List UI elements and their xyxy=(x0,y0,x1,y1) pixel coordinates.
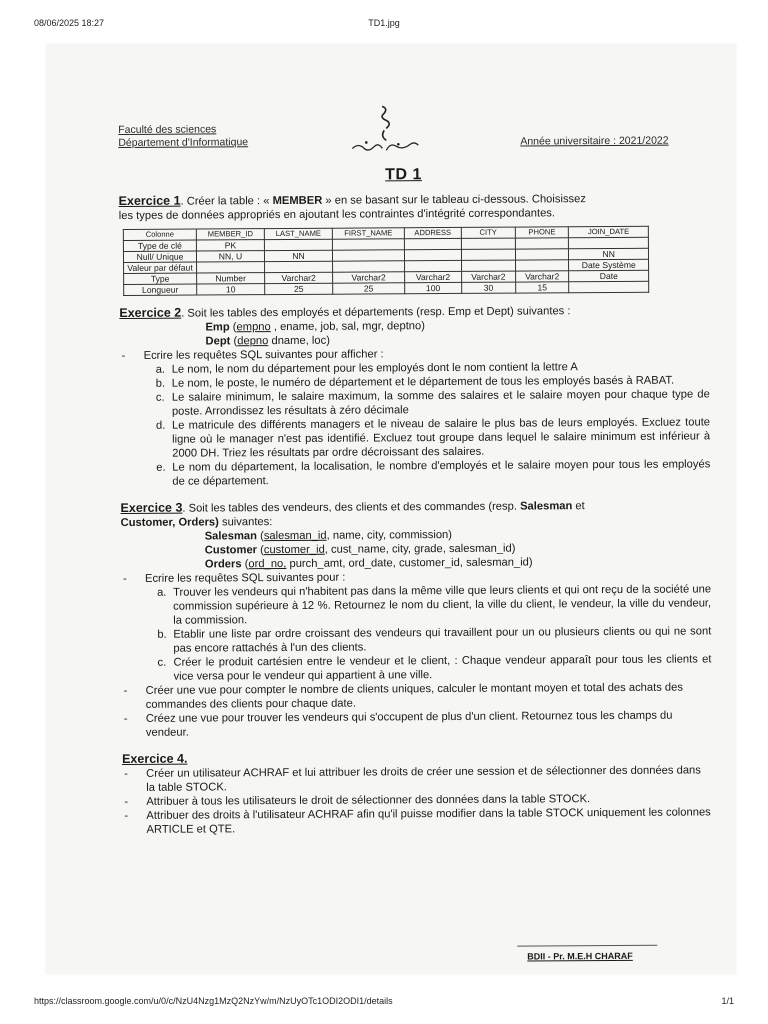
member-table xyxy=(123,226,649,296)
table-cell xyxy=(569,281,649,292)
scanned-page xyxy=(46,44,736,974)
table-header-cell: PHONE xyxy=(515,227,569,238)
table-cell xyxy=(265,261,333,272)
list-item: - Attribuer des droits à l'utilisateur ACHRAF afin qu'il puisse modifier dans la table STOCK uniquement les colonnes ARTICLE et QTE. xyxy=(124,806,711,836)
print-filename: TD1.jpg xyxy=(368,18,400,28)
table-cell: PK xyxy=(196,240,264,251)
exercise-1-intro: Exercice 1. Créer la table : « MEMBER » en se basant sur le tableau ci-dessous. Choisissez xyxy=(118,193,586,208)
exercise-3-intro-cont: Customer, Orders) suivantes: xyxy=(120,516,273,529)
table-cell: Varchar2 xyxy=(461,271,515,282)
list-item: d. Le matricule des différents managers et le niveau de salaire le plus bas de leurs employés. Excluez toute ligne où le manager n'est pas identifié. Excluez tout groupe dans lequel le salaire minimum est inférieur à 2000 DH. Triez les résultats par ordre décroissant des salaires. xyxy=(155,416,711,460)
table-row-label: Longueur xyxy=(124,284,197,295)
table-cell: Varchar2 xyxy=(265,272,333,283)
table-cell: NN xyxy=(264,250,332,261)
table-cell xyxy=(515,238,569,249)
page-title: TD 1 xyxy=(385,166,422,184)
table-cell xyxy=(404,260,461,271)
list-item: c. Créer le produit cartésien entre le vendeur et le client, : Chaque vendeur apparaît pour tous les clients et vice versa pour le vendeur qui appartient à une ville. xyxy=(157,653,712,683)
table-cell xyxy=(515,249,569,260)
table-header-cell: ADDRESS xyxy=(404,227,461,238)
list-item: c. Le salaire minimum, le salaire maximum, la somme des salaires et le salaire moyen pour chaque type de poste. Arrondissez les résultats à zéro décimale xyxy=(155,388,710,418)
dept-schema: Dept (depno dname, loc) xyxy=(205,334,330,348)
table-cell xyxy=(332,239,404,250)
table-cell xyxy=(404,238,461,249)
table-cell xyxy=(515,260,569,271)
table-cell xyxy=(404,249,461,260)
list-item: - Créer un utilisateur ACHRAF et lui attribuer les droits de créer une session et de sélectionner des données dans la table STOCK. xyxy=(124,764,701,794)
exercise-3-intro: Exercice 3. Soit les tables des vendeurs, des clients et des commandes (resp. Salesman et xyxy=(120,500,585,515)
list-item: b. Le nom, le poste, le numéro de département et le département de tous les employés basés à RABAT. xyxy=(155,374,675,390)
table-cell: Date Système xyxy=(569,259,649,270)
table-cell: 10 xyxy=(197,284,265,295)
page-number: 1/1 xyxy=(721,996,734,1006)
table-cell: 25 xyxy=(265,283,333,294)
faculty-name: Faculté des sciences xyxy=(118,123,217,136)
table-cell xyxy=(461,249,515,260)
emp-schema: Emp (empno , ename, job, sal, mgr, deptno) xyxy=(205,320,426,334)
table-header-cell: Colonne xyxy=(123,229,196,240)
table-header-cell: JOIN_DATE xyxy=(569,226,649,237)
table-cell: Varchar2 xyxy=(404,271,461,282)
table-cell: 15 xyxy=(515,282,569,293)
exercise-3-instruction: - Ecrire les requêtes SQL suivantes pour : xyxy=(122,571,346,585)
document-body xyxy=(118,90,713,962)
list-item: - Créer une vue pour compter le nombre de clients uniques, calculer le montant moyen et total des achats des commandes des clients pour chaque date. xyxy=(123,681,683,711)
table-cell xyxy=(333,261,405,272)
salesman-schema: Salesman (salesman_id, name, city, commission) xyxy=(204,528,453,543)
document-header xyxy=(118,90,708,158)
table-row-label: Type de clé xyxy=(123,240,196,251)
table-header-cell: LAST_NAME xyxy=(264,228,332,239)
table-cell: Number xyxy=(197,273,265,284)
list-item: b. Etablir une liste par ordre croissant des vendeurs qui travaillent pour un ou plusieurs clients ou qui ne sont pas encore rattachés à l'un des clients. xyxy=(157,625,712,655)
department-name: Département d'Informatique xyxy=(118,136,249,149)
footer-divider xyxy=(517,945,657,947)
exercise-2-instruction: - Ecrire les requêtes SQL suivantes pour afficher : xyxy=(121,348,384,362)
university-logo-icon xyxy=(344,100,424,158)
table-row-label: Null/ Unique xyxy=(123,251,196,262)
table-row-label: Type xyxy=(124,273,197,284)
table-cell: 30 xyxy=(462,282,516,293)
table-header-cell: MEMBER_ID xyxy=(196,229,264,240)
print-datetime: 08/06/2025 18:27 xyxy=(34,18,105,28)
table-cell xyxy=(197,262,265,273)
exercise-2-heading: Exercice 2 xyxy=(119,305,182,320)
table-header-cell: FIRST_NAME xyxy=(332,228,404,239)
table-cell xyxy=(264,239,332,250)
table-cell: 100 xyxy=(405,282,462,293)
exercise-1-heading: Exercice 1 xyxy=(118,193,181,208)
table-cell: NN, U xyxy=(196,251,264,262)
exercise-4-heading: Exercice 4. xyxy=(122,751,188,766)
table-header-cell: CITY xyxy=(461,227,515,238)
table-cell xyxy=(461,238,515,249)
source-url: https://classroom.google.com/u/0/c/NzU4Nzg1MzQ2NzYw/m/NzUyOTc1ODI2ODI1/details xyxy=(34,996,393,1006)
table-cell xyxy=(461,260,515,271)
table-cell xyxy=(332,250,404,261)
institution-block xyxy=(118,123,248,150)
list-item: - Créez une vue pour trouver les vendeurs qui s'occupent de plus d'un client. Retournez tous les champs du vendeur. xyxy=(123,709,673,739)
list-item: a. Trouver les vendeurs qui n'habitent pas dans la même ville que leurs clients et qui ont reçu de la société une commission supérieure à 12 %. Retournez le nom du client, la ville du client, le vendeur, la ville du vendeur, la commission. xyxy=(157,583,712,627)
list-item: e. Le nom du département, la localisation, le nombre d'employés et le salaire moyen pour tous les employés de ce département. xyxy=(156,458,711,488)
author-signature: BDII - Pr. M.E.H CHARAF xyxy=(527,950,633,962)
table-row xyxy=(124,281,649,295)
orders-schema: Orders (ord_no, purch_amt, ord_date, customer_id, salesman_id) xyxy=(204,556,533,571)
table-cell xyxy=(569,237,649,248)
table-cell: 25 xyxy=(333,283,405,294)
table-row-label: Valeur par défaut xyxy=(124,262,197,273)
exercise-2-intro: Exercice 2. Soit les tables des employés et départements (resp. Emp et Dept) suivantes : xyxy=(119,305,571,320)
list-item: a. Le nom, le nom du département pour les employés dont le nom contient la lettre A xyxy=(155,361,578,376)
list-item: - Attribuer à tous les utilisateurs le droit de sélectionner des données dans la table STOCK. xyxy=(124,793,591,808)
exercise-3-heading: Exercice 3 xyxy=(120,500,183,515)
table-cell: NN xyxy=(569,248,649,259)
table-cell: Varchar2 xyxy=(333,272,405,283)
academic-year: Année universitaire : 2021/2022 xyxy=(520,134,669,148)
customer-schema: Customer (customer_id, cust_name, city, grade, salesman_id) xyxy=(204,542,516,557)
exercise-1-text: les types de données appropriés en ajoutant les contraintes d'intégrité correspondantes. xyxy=(118,207,556,222)
table-cell: Varchar2 xyxy=(515,271,569,282)
table-cell: Date xyxy=(569,270,649,281)
